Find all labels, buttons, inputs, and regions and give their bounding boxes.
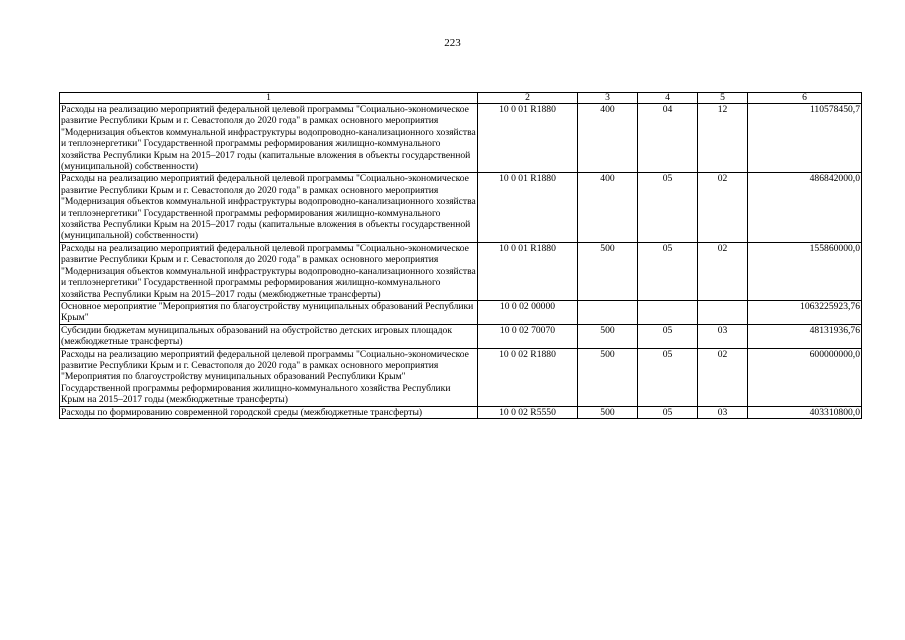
target-article-cell: 10 0 02 R1880	[478, 348, 578, 406]
amount-cell: 1063225923,76	[748, 300, 862, 324]
amount-cell: 403310800,0	[748, 406, 862, 418]
header-col-3: 3	[578, 93, 638, 104]
section-cell: 05	[638, 324, 698, 348]
amount-cell: 110578450,7	[748, 104, 862, 173]
section-cell: 05	[638, 406, 698, 418]
amount-cell: 486842000,0	[748, 173, 862, 242]
subsection-cell: 03	[698, 324, 748, 348]
target-article-cell: 10 0 02 00000	[478, 300, 578, 324]
expense-name-cell: Расходы на реализацию мероприятий федеральной целевой программы "Социально-экономическое развитие Республики Крым и г. Севастополя до 2020 года" в рамках основного мероприятия "Модернизация объектов коммунальной инфраструктуры водопроводно-канализационного хозяйства и теплоэнергетики" Государственной программы реформирования жилищно-коммунального хозяйства Республики Крым на 2015–2017 годы (капитальные вложения в объекты государственной (муниципальной) собственности)	[61, 173, 476, 242]
expense-type-cell: 500	[578, 406, 638, 418]
target-article-cell: 10 0 02 70070	[478, 324, 578, 348]
header-col-2: 2	[478, 93, 578, 104]
subsection-cell: 02	[698, 173, 748, 242]
expense-type-cell: 500	[578, 348, 638, 406]
expense-type-cell: 500	[578, 324, 638, 348]
subsection-cell: 02	[698, 242, 748, 300]
subsection-cell: 03	[698, 406, 748, 418]
expense-type-cell: 500	[578, 242, 638, 300]
target-article-cell: 10 0 01 R1880	[478, 242, 578, 300]
amount-cell: 155860000,0	[748, 242, 862, 300]
expense-name-cell: Расходы на реализацию мероприятий федеральной целевой программы "Социально-экономическое развитие Республики Крым и г. Севастополя до 2020 года" в рамках основного мероприятия "Модернизация объектов коммунальной инфраструктуры водопроводно-канализационного хозяйства и теплоэнергетики" Государственной программы реформирования жилищно-коммунального хозяйства Республики Крым на 2015–2017 годы (межбюджетные трансферты)	[61, 242, 476, 300]
table-row	[60, 104, 862, 173]
subsection-cell	[698, 300, 748, 324]
section-cell: 05	[638, 173, 698, 242]
expense-type-cell: 400	[578, 173, 638, 242]
subsection-cell: 12	[698, 104, 748, 173]
page-number: 223	[444, 37, 461, 49]
amount-cell: 600000000,0	[748, 348, 862, 406]
expense-name-cell: Расходы по формированию современной городской среды (межбюджетные трансферты)	[60, 406, 478, 418]
target-article-cell: 10 0 01 R1880	[478, 104, 578, 173]
budget-table	[59, 92, 862, 419]
table-row	[60, 406, 862, 418]
expense-type-cell: 400	[578, 104, 638, 173]
amount-cell: 48131936,76	[748, 324, 862, 348]
expense-name-cell: Расходы на реализацию мероприятий федеральной целевой программы "Социально-экономическое развитие Республики Крым и г. Севастополя до 2020 года" в рамках основного мероприятия "Мероприятия по благоустройству муниципальных образований Республики Крым" Государственной программы реформирования жилищно-коммунального хозяйства Республики Крым на 2015–2017 годы (межбюджетные трансферты)	[60, 348, 478, 406]
header-col-6: 6	[748, 93, 862, 104]
expense-name-cell: Основное мероприятие "Мероприятия по благоустройству муниципальных образований Республики Крым"	[60, 300, 478, 324]
table-row	[60, 173, 862, 242]
header-col-4: 4	[638, 93, 698, 104]
section-cell: 05	[638, 242, 698, 300]
table-row	[60, 242, 862, 300]
target-article-cell: 10 0 02 R5550	[478, 406, 578, 418]
target-article-cell: 10 0 01 R1880	[478, 173, 578, 242]
section-cell: 05	[638, 348, 698, 406]
header-col-1: 1	[60, 93, 478, 104]
table-header-row	[60, 93, 862, 104]
expense-name-cell: Субсидии бюджетам муниципальных образований на обустройство детских игровых площадок (межбюджетные трансферты)	[60, 324, 478, 348]
table-row	[60, 300, 862, 324]
expense-type-cell	[578, 300, 638, 324]
subsection-cell: 02	[698, 348, 748, 406]
table-row	[60, 348, 862, 406]
header-col-5: 5	[698, 93, 748, 104]
section-cell	[638, 300, 698, 324]
section-cell: 04	[638, 104, 698, 173]
table-row	[60, 324, 862, 348]
expense-name-cell: Расходы на реализацию мероприятий федеральной целевой программы "Социально-экономическое развитие Республики Крым и г. Севастополя до 2020 года" в рамках основного мероприятия "Модернизация объектов коммунальной инфраструктуры водопроводно-канализационного хозяйства и теплоэнергетики" Государственной программы реформирования жилищно-коммунального хозяйства Республики Крым на 2015–2017 годы (капитальные вложения в объекты государственной (муниципальной) собственности)	[61, 104, 476, 173]
